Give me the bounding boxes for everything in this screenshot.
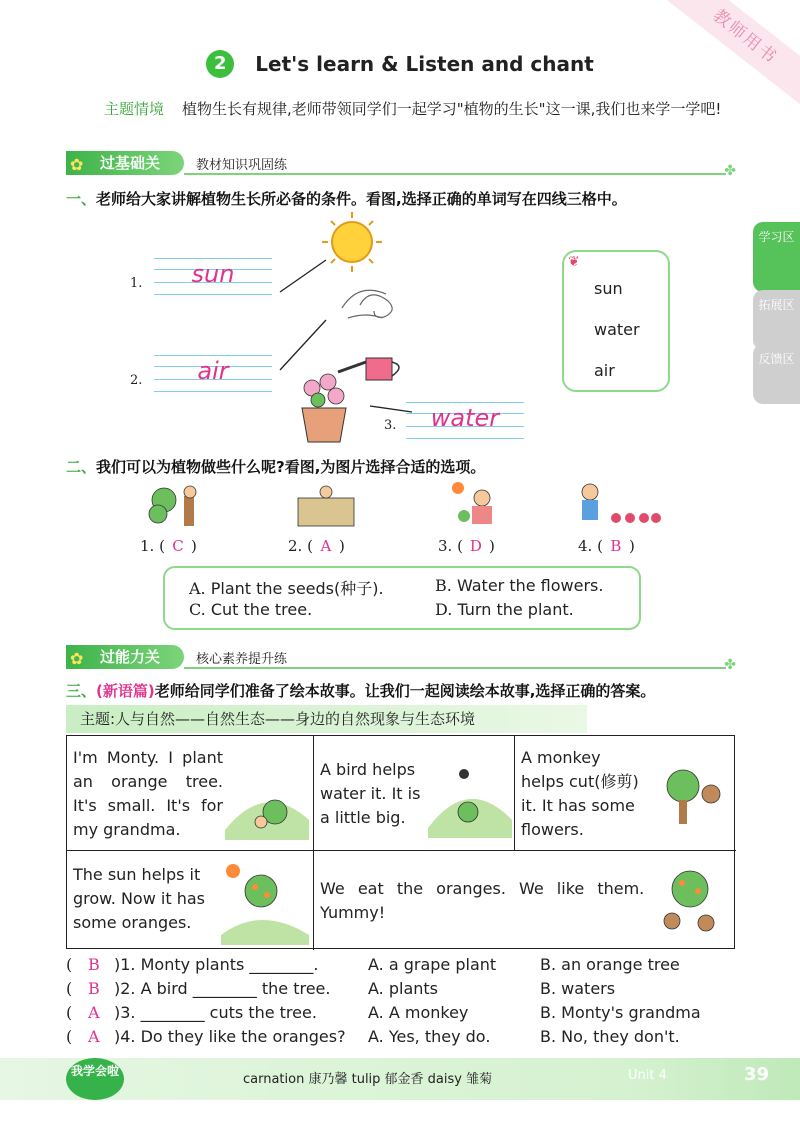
- q2-answer-1: 1. ( C ): [140, 537, 197, 555]
- answer-word: sun: [191, 260, 235, 288]
- lesson-title: [0, 50, 800, 78]
- item-number: 1.: [130, 276, 143, 291]
- story-panel: A bird helps water it. It is a little big.: [314, 736, 515, 851]
- section-subtitle: 教材知识巩固练: [196, 158, 288, 173]
- q2-answer-4: 4. ( B ): [578, 537, 635, 555]
- word-bank-item: air: [594, 361, 615, 380]
- question-3-prompt: 三、(新语篇)老师给同学们准备了绘本故事。让我们一起阅读绘本故事,选择正确的答案。: [66, 682, 656, 700]
- section-label: 过能力关: [100, 648, 161, 666]
- story-picture-icon: [650, 861, 732, 945]
- q2-answer-3: 3. ( D ): [438, 537, 495, 555]
- story-panel: A monkey helps cut(修剪) it. It has some flowers.: [515, 736, 736, 851]
- flower-pot-icon: [302, 374, 346, 442]
- teacher-edition-stamp: 教师用书: [658, 0, 800, 110]
- lesson-number-badge: 2: [206, 50, 234, 78]
- intro-paragraph: [66, 96, 746, 123]
- unit-label: Unit 4: [628, 1068, 667, 1083]
- side-tab-extend[interactable]: 拓展区: [753, 290, 800, 350]
- q2-answer-2: 2. ( A ): [288, 537, 345, 555]
- turn-plant-picture-icon: [452, 482, 492, 524]
- plant-seeds-picture-icon: [298, 486, 354, 526]
- intro-tag: 主题情境: [104, 100, 165, 118]
- writing-lines[interactable]: [154, 355, 272, 385]
- section-label: 过基础关: [100, 154, 161, 172]
- word-bank-item: sun: [594, 279, 623, 298]
- intro-text: 植物生长有规律,老师带领同学们一起学习"植物的生长"这一课,我们也来学一学吧!: [182, 100, 722, 118]
- wind-icon: [342, 290, 392, 318]
- page-footer: [0, 1050, 800, 1123]
- item-number: 3.: [384, 418, 397, 433]
- answer-word: air: [197, 357, 229, 385]
- page-number: 39: [744, 1064, 770, 1085]
- option-d: D. Turn the plant.: [435, 600, 574, 619]
- side-tab-study[interactable]: 学习区: [753, 222, 800, 292]
- activity-pictures: [146, 482, 666, 532]
- writing-lines[interactable]: [406, 402, 524, 432]
- side-tab-feedback[interactable]: 反馈区: [753, 344, 800, 404]
- answer-word: water: [430, 404, 500, 432]
- section-banner-ability: [66, 645, 736, 673]
- story-picture-icon: [225, 760, 309, 840]
- story-panel: I'm Monty. I plant an orange tree. It's small. It's for my grandma.: [67, 736, 314, 851]
- story-picture-icon: [655, 760, 731, 838]
- water-flowers-picture-icon: [582, 484, 661, 523]
- story-table: [66, 735, 735, 949]
- story-panel: We eat the oranges. We like them. Yummy!: [314, 851, 736, 950]
- theme-bar: 主题:人与自然——自然生态——身边的自然现象与生态环境: [66, 705, 587, 733]
- section-subtitle: 核心素养提升练: [196, 652, 288, 667]
- clover-icon: ✤: [724, 163, 736, 179]
- story-picture-icon: [428, 762, 512, 838]
- learned-badge: 我学会啦: [66, 1058, 124, 1100]
- item-number: 2.: [130, 373, 143, 388]
- section-banner-basic: [66, 151, 736, 179]
- question-1-prompt: 一、老师给大家讲解植物生长所必备的条件。看图,选择正确的单词写在四线三格中。: [66, 190, 627, 208]
- option-a: A. Plant the seeds(种子).: [189, 579, 384, 598]
- word-bank-item: water: [594, 320, 640, 339]
- question-2-prompt: 二、我们可以为植物做些什么呢?看图,为图片选择合适的选项。: [66, 458, 486, 476]
- story-panel: The sun helps it grow. Now it has some oranges.: [67, 851, 314, 950]
- story-picture-icon: [221, 861, 309, 945]
- option-c: C. Cut the tree.: [189, 600, 313, 619]
- q2-options-box: [163, 566, 641, 630]
- sun-icon: [322, 212, 382, 272]
- cut-tree-picture-icon: [149, 486, 196, 526]
- footer-vocabulary: carnation 康乃馨 tulip 郁金香 daisy 雏菊: [243, 1072, 493, 1087]
- option-b: B. Water the flowers.: [435, 576, 604, 595]
- cherry-icon: ❦: [568, 254, 580, 270]
- sprout-icon: ✿: [70, 649, 84, 668]
- word-bank: [562, 250, 670, 392]
- clover-icon: ✤: [724, 657, 736, 673]
- lesson-title-text: Let's learn & Listen and chant: [255, 52, 594, 76]
- writing-lines[interactable]: [154, 258, 272, 288]
- watering-can-icon: [338, 358, 399, 380]
- plant-growth-illustration: [270, 210, 420, 450]
- sprout-icon: ✿: [70, 155, 84, 174]
